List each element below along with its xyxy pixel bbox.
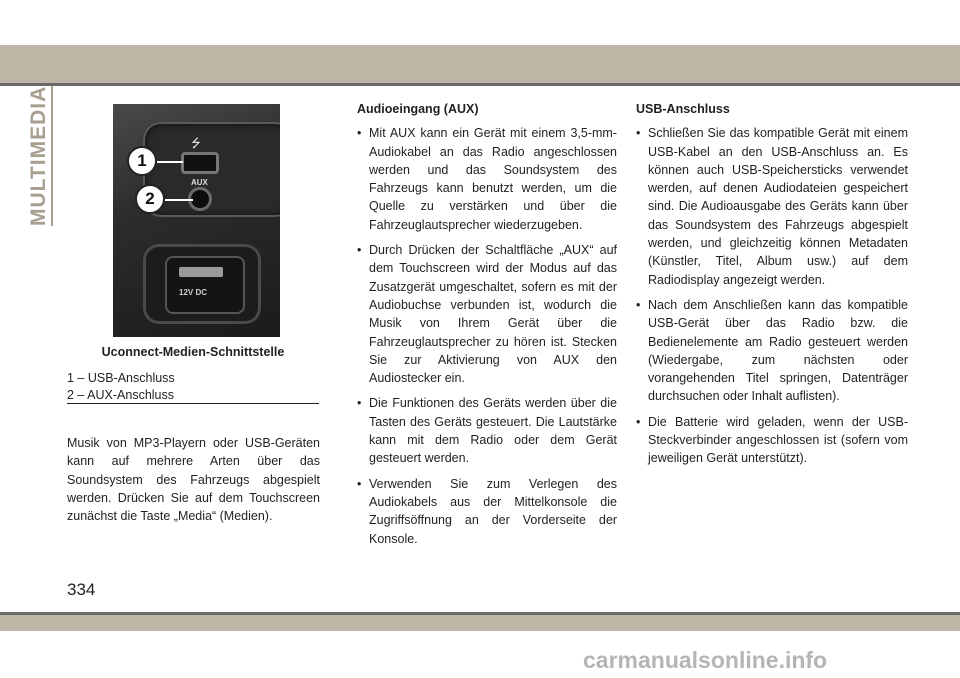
list-item: • Nach dem Anschließen kann das kompatible USB-Gerät über das Radio bzw. die Bedienelemente am Radio gesteuert werden (Wiedergabe, zum nächsten oder vorangehenden Titel springen, Datenträger durchsuchen oder Inhalt auflisten). [636,296,908,406]
list-item: • Die Funktionen des Geräts werden über die Tasten des Geräts gesteuert. Die Lautstärke kann mit dem Radio oder dem Gerät gesteuert werden. [357,394,617,467]
column-3 [636,100,908,475]
legend-rule [67,403,319,404]
header-rule [0,83,960,86]
section-tab-label: MULTIMEDIA [27,86,53,226]
figure-legend [67,370,319,404]
footer-band [0,615,960,631]
list-item: • Verwenden Sie zum Verlegen des Audiokabels aus der Mittelkonsole die Zugriffsöffnung an der Vorderseite der Konsole. [357,475,617,548]
power-outlet-socket [165,256,245,314]
usb-aux-photo [113,104,280,337]
callout-1-leader [157,161,183,163]
usb-port [181,152,219,174]
list-item: • Schließen Sie das kompatible Gerät mit einem USB-Kabel an den USB-Anschluss an. Es können auch USB-Speichersticks verwendet werden, auf denen Audiodateien gespeichert sind. Die Audioausgabe des Geräts kann über das Soundsystem des Fahrzeugs abgespielt werden, und gleichzeitig können Metadaten (Künstler, Titel, Album usw.) auf dem Radiodisplay angezeigt werden. [636,124,908,289]
aux-heading: Audioeingang (AUX) [357,102,479,116]
callout-2-badge: 2 [135,184,165,214]
legend-item: 2 – AUX-Anschluss [67,388,174,402]
list-item: • Durch Drücken der Schaltfläche „AUX“ auf dem Touchscreen wird der Modus auf das Zusatzgerät umgeschaltet, sofern es mit der Audiobuchse verbunden ist, wodurch die Musik von Ihrem Gerät über die Fahrzeuglautsprecher zu hören ist. Stecken Sie zur Aktivierung von AUX den Audiostecker ein. [357,241,617,387]
watermark: carmanualsonline.info [583,647,828,673]
list-item: • Mit AUX kann ein Gerät mit einem 3,5-mm-Audiokabel an das Radio angeschlossen werden und das Soundsystem des Fahrzeugs kann benutzt werden, um die Quelle zu verstärken und über die Fahrzeuglautsprecher wiederzugeben. [357,124,617,234]
usb-heading: USB-Anschluss [636,102,730,116]
page-number: 334 [67,580,96,599]
figure-caption: Uconnect-Medien-Schnittstelle [101,345,285,359]
callout-1-badge: 1 [127,146,157,176]
power-outlet-label: 12V DC [179,288,208,297]
usb-icon: ⭍ [191,136,201,150]
column-1 [67,434,320,525]
list-item: • Die Batterie wird geladen, wenn der USB-Steckverbinder angeschlossen ist (sofern vom jeweiligen Gerät unterstützt). [636,413,908,468]
header-band [0,45,960,83]
intro-paragraph: Musik von MP3-Playern oder USB-Geräten kann auf mehrere Arten über das Soundsystem des Fahrzeugs abgespielt werden. Drücken Sie auf dem Touchscreen zunächst die Taste „Media“ (Medien). [67,436,320,524]
aux-jack [191,190,209,208]
power-outlet-icon [179,267,223,277]
callout-2-leader [165,199,193,201]
legend-item: 1 – USB-Anschluss [67,371,175,385]
column-2 [357,100,617,555]
aux-port-label: AUX [191,178,208,187]
